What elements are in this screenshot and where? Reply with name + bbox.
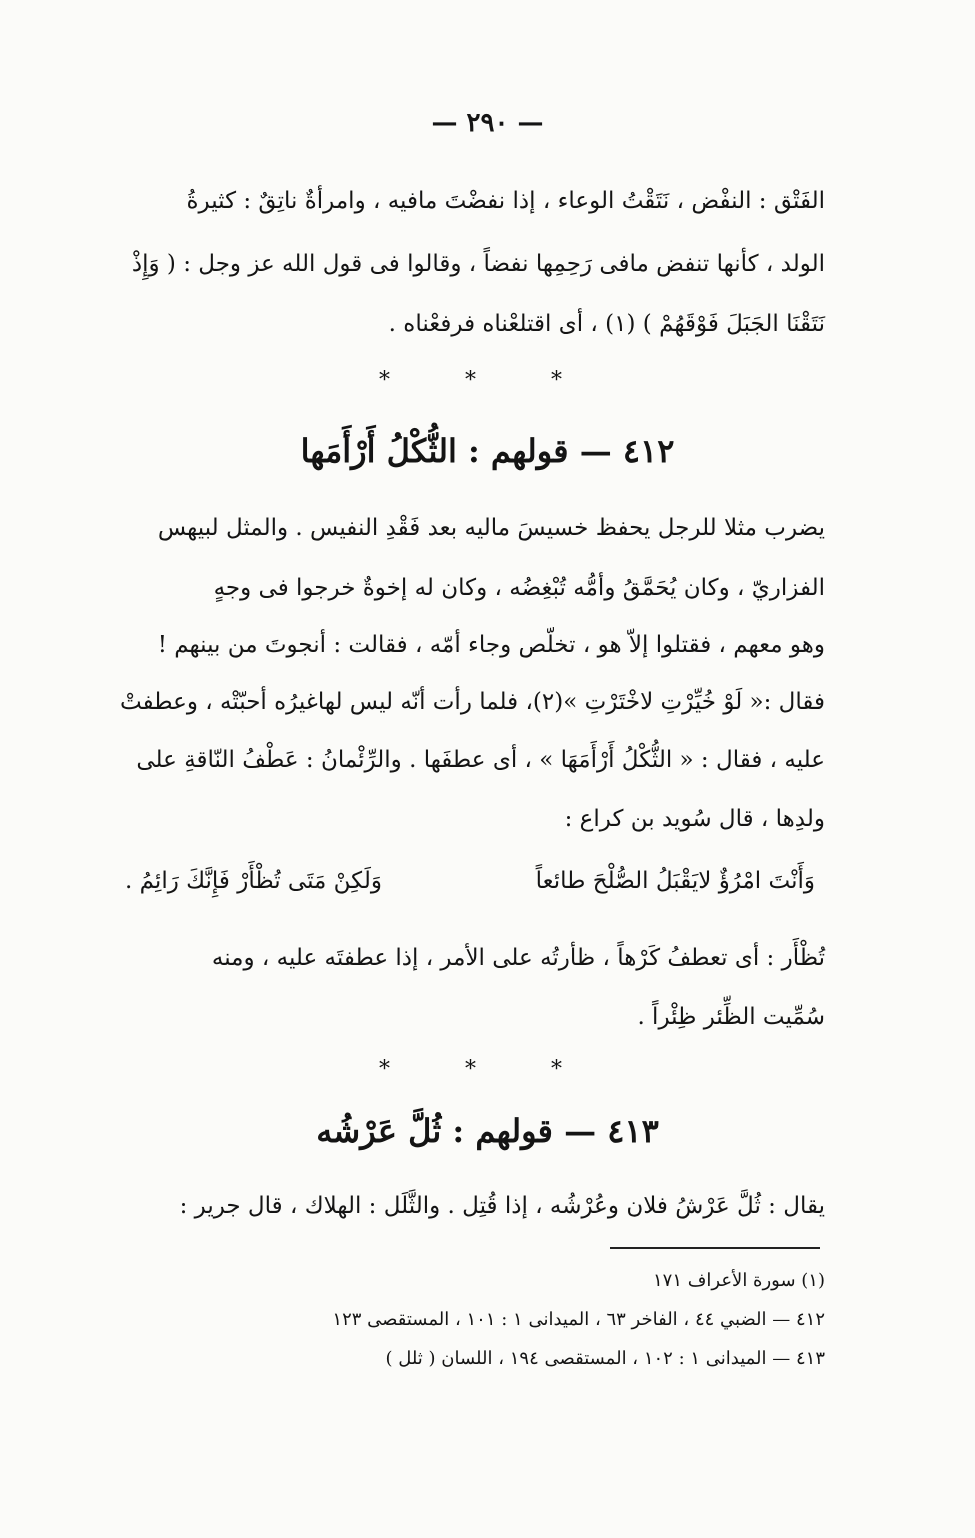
page-number: — ٢٩٠ — [431,108,544,138]
section-separator-2: * * * [379,1057,596,1082]
footnote-divider [610,1247,820,1249]
verse-second-hemistich: وَلَكِنْ مَتَى تُظْأَرْ فَإِنَّكَ رَائِمُ . [125,868,382,894]
footnote-1: (١) سورة الأعراف ١٧١ [652,1270,825,1291]
para2-line-5: عليه ، فقال : « الثُّكْلُ أَرْأَمَهَا » ، أى عطفَها . والرِّئْمانُ : عَطْفُ النّاقةِ على [136,747,825,773]
poetry-verse [125,868,815,894]
para2-line-2: الفزاريّ ، وكان يُحَمَّقُ وأمُّه تُبْغِضُه ، وكان له إخوةٌ خرجوا فى وجهٍ [213,575,825,601]
para1-line-1: الفَتْق : النفْض ، نَتَقْتُ الوعاء ، إذا نفضْتَ مافيه ، وامرأةٌ ناتِقٌ : كثيرةُ [186,188,825,214]
para3-line-1: تُظْأَر : أى تعطفُ كَرْهاً ، ظأرتُه على الأمر ، إذا عطفتَه عليه ، ومنه [211,945,825,971]
para4-line-1: يقال : ثُلَّ عَرْشُ فلان وعُرْشُه ، إذا قُتِل . والثَّلَل : الهلاك ، قال جرير : [179,1193,825,1219]
para2-line-3: وهو معهم ، فقتلوا إلاّ هو ، تخلّص وجاء أمّه ، فقالت : أنجوتَ من بينهم ! [157,632,825,658]
para2-line-1: يضرب مثلا للرجل يحفظ خسيسَ ماليه بعد فَقْدِ النفيس . والمثل لبيهس [157,515,825,541]
section-heading-412: ٤١٢ — قولهم : الثُّكْلُ أَرْأَمَها [300,432,675,470]
footnote-413-sources: ٤١٣ — الميدانى ١ : ١٠٢ ، المستقصى ١٩٤ ، اللسان ( ثلل ) [385,1348,825,1369]
para2-line-6: ولدِها ، قال سُويد بن كراع : [564,806,825,832]
para1-line-2: الولد ، كأنها تنفض مافى رَحِمِها نفضاً ، وقالوا فى قول الله عز وجل : ( وَإِذْ [131,251,825,277]
para2-line-4: فقال :« لَوْ خُيِّرْتِ لاخْتَرْتِ »(٢)، فلما رأت أنّه ليس لهاغيرُه أحبّتْه ، وعطفتْ [120,689,825,715]
section-heading-413: ٤١٣ — قولهم : ثُلَّ عَرْشُه [316,1112,659,1150]
para3-line-2: سُمِّيت الظِّئر ظِئْراً . [637,1004,825,1030]
verse-first-hemistich: وَأَنْتَ امْرُؤٌ لايَقْبَلُ الصُّلْحَ طائعاً [535,868,815,894]
footnote-412-sources: ٤١٢ — الضبي ٤٤ ، الفاخر ٦٣ ، الميدانى ١ : ١٠١ ، المستقصى ١٢٣ [332,1309,825,1330]
para1-line-3: نَتَقْنَا الجَبَلَ فَوْقَهُمْ ) (١) ، أى اقتلعْناه فرفعْناه . [388,311,825,337]
section-separator-1: * * * [379,368,596,393]
